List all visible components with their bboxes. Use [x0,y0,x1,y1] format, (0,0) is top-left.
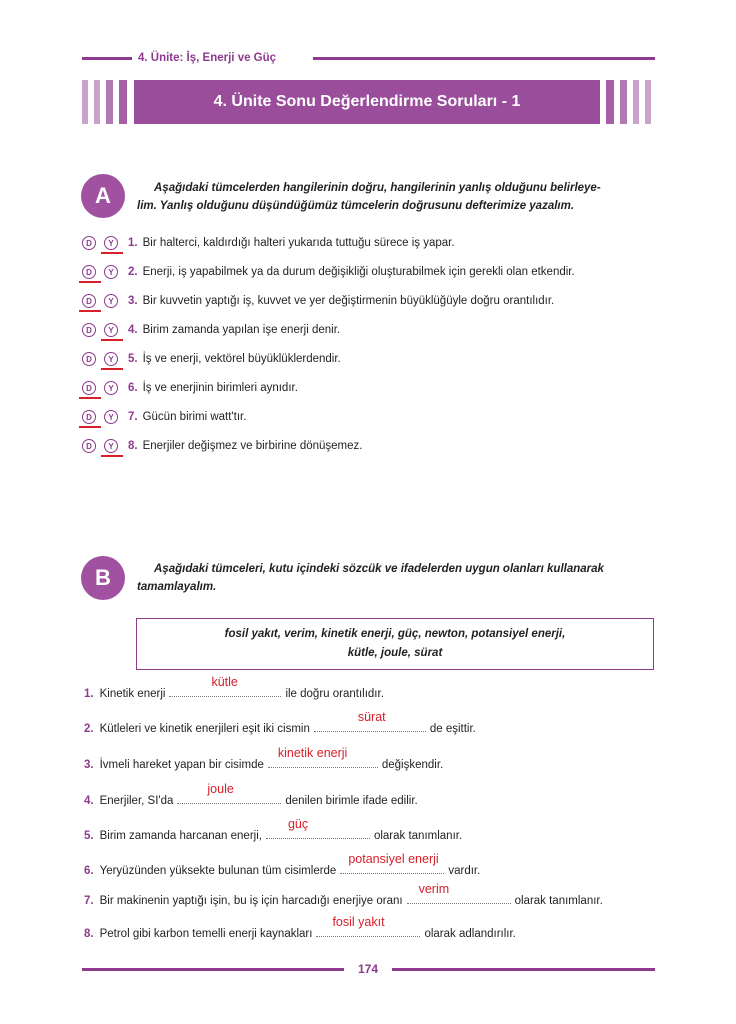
answer-blank[interactable] [314,710,426,732]
question-number: 6. [84,865,94,877]
statement-text: Birim zamanda yapılan işe enerji denir. [142,324,341,336]
statement-row [82,320,340,340]
statement-number: 7. [128,411,138,423]
statement-number: 1. [128,237,138,249]
statement-text: Bir kuvvetin yaptığı iş, kuvvet ve yer değiştirmenin büyüklüğüyle doğru orantılıdır. [142,295,555,307]
false-option[interactable]: Y [104,236,118,250]
question-number: 3. [84,759,94,771]
word-bank-line1: fosil yakıt, verim, kinetik enerji, güç, newton, potansiyel enerji, [224,628,566,640]
question-number: 1. [84,688,94,700]
section-a-instruction-line2: lim. Yanlış olduğunu düşündüğümüz tümcelerin doğrusunu defterimize yazalım. [137,200,575,212]
true-option[interactable]: D [82,265,96,279]
question-number: 2. [84,723,94,735]
fill-in-row [82,915,516,940]
false-option[interactable]: Y [104,352,118,366]
true-option[interactable]: D [82,352,96,366]
answer-blank[interactable] [268,746,378,768]
header-rule-left [82,57,132,60]
statement-number: 2. [128,266,138,278]
question-number: 8. [84,928,94,940]
section-b-instruction-line2: tamamlayalım. [137,581,217,593]
section-a-badge: A [81,174,125,218]
banner-stripe [106,80,113,124]
question-text-after: vardır. [448,865,481,877]
fill-in-row [82,782,418,807]
statement-text: İş ve enerjinin birimleri aynıdır. [142,382,298,394]
handwritten-answer: fosil yakıt [332,915,385,929]
fill-in-row [82,746,444,771]
question-number: 7. [84,895,94,907]
question-text-after: olarak adlandırılır. [424,928,516,940]
section-b-badge: B [81,556,125,600]
fill-in-row [82,882,603,907]
statement-row [82,262,575,282]
question-text-after: denilen birimle ifade edilir. [285,795,418,807]
true-option[interactable]: D [82,294,96,308]
handwritten-answer: potansiyel enerji [348,852,439,866]
banner-stripe [633,80,639,124]
statement-row [82,233,455,253]
handwritten-answer: verim [418,882,450,896]
question-text-after: olarak tanımlanır. [514,895,603,907]
banner-stripe [82,80,88,124]
statement-row [82,291,554,311]
fill-in-row [82,817,463,842]
statement-number: 6. [128,382,138,394]
true-option[interactable]: D [82,236,96,250]
question-text-before: Birim zamanda harcanan enerji, [99,830,262,842]
fill-in-row [82,710,476,735]
statement-text: Gücün birimi watt'tır. [142,411,247,423]
false-option[interactable]: Y [104,265,118,279]
handwritten-answer: güç [287,817,309,831]
answer-blank[interactable] [316,915,420,937]
answer-blank[interactable] [266,817,370,839]
banner-stripe [119,80,127,124]
answer-blank[interactable] [407,882,511,904]
question-text-before: Yeryüzünden yüksekte bulunan tüm cisimlerde [99,865,337,877]
statement-row [82,349,341,369]
page-title: 4. Ünite Sonu Değerlendirme Soruları - 1 [134,80,600,124]
question-text-before: Kinetik enerji [99,688,166,700]
answer-blank[interactable] [169,675,281,697]
true-option[interactable]: D [82,410,96,424]
section-a-instruction [137,179,657,215]
statement-row [82,436,362,456]
false-option[interactable]: Y [104,410,118,424]
banner-stripe [606,80,614,124]
banner-stripe [94,80,100,124]
word-bank-line2: kütle, joule, sürat [347,647,443,659]
false-option[interactable]: Y [104,381,118,395]
question-number: 5. [84,830,94,842]
statement-text: Enerji, iş yapabilmek ya da durum değişikliği oluşturabilmek için gerekli olan etkendir. [142,266,575,278]
question-text-before: İvmeli hareket yapan bir cisimde [99,759,264,771]
fill-in-row [82,675,384,700]
question-text-after: olarak tanımlanır. [373,830,463,842]
statement-row [82,378,298,398]
statement-text: Enerjiler değişmez ve birbirine dönüşemez. [142,440,363,452]
footer-rule-right [392,968,655,971]
false-option[interactable]: Y [104,294,118,308]
footer-rule-left [82,968,344,971]
question-text-before: Petrol gibi karbon temelli enerji kaynakları [99,928,313,940]
question-text-after: de eşittir. [429,723,476,735]
statement-text: İş ve enerji, vektörel büyüklüklerdendir. [142,353,341,365]
section-b-instruction [137,560,657,596]
question-text-after: ile doğru orantılıdır. [285,688,384,700]
question-text-after: değişkendir. [381,759,444,771]
handwritten-answer: kinetik enerji [277,746,348,760]
banner-stripe [620,80,627,124]
section-b-instruction-line1: Aşağıdaki tümceleri, kutu içindeki sözcük ve ifadelerden uygun olanları kullanarak [154,563,604,575]
handwritten-answer: joule [207,782,234,796]
handwritten-answer: kütle [211,675,238,689]
fill-in-row [82,852,481,877]
page-number: 174 [357,962,379,976]
unit-label: 4. Ünite: İş, Enerji ve Güç [138,52,277,64]
true-option[interactable]: D [82,323,96,337]
question-text-before: Bir makinenin yaptığı işin, bu iş için harcadığı enerjiye oranı [99,895,403,907]
handwritten-answer: sürat [357,710,386,724]
statement-row [82,407,246,427]
true-option[interactable]: D [82,439,96,453]
header-rule-right [313,57,655,60]
statement-number: 4. [128,324,138,336]
section-a-instruction-line1: Aşağıdaki tümcelerden hangilerinin doğru, hangilerinin yanlış olduğunu belirleye- [154,182,601,194]
false-option[interactable]: Y [104,323,118,337]
banner-stripe [645,80,651,124]
question-text-before: Kütleleri ve kinetik enerjileri eşit iki cismin [99,723,310,735]
question-text-before: Enerjiler, SI'da [99,795,174,807]
word-bank-box [136,618,654,670]
answer-blank[interactable] [177,782,281,804]
statement-number: 5. [128,353,138,365]
statement-number: 3. [128,295,138,307]
statement-number: 8. [128,440,138,452]
answer-blank[interactable] [340,852,444,874]
false-option[interactable]: Y [104,439,118,453]
true-option[interactable]: D [82,381,96,395]
statement-text: Bir halterci, kaldırdığı halteri yukarıda tuttuğu sürece iş yapar. [142,237,455,249]
question-number: 4. [84,795,94,807]
